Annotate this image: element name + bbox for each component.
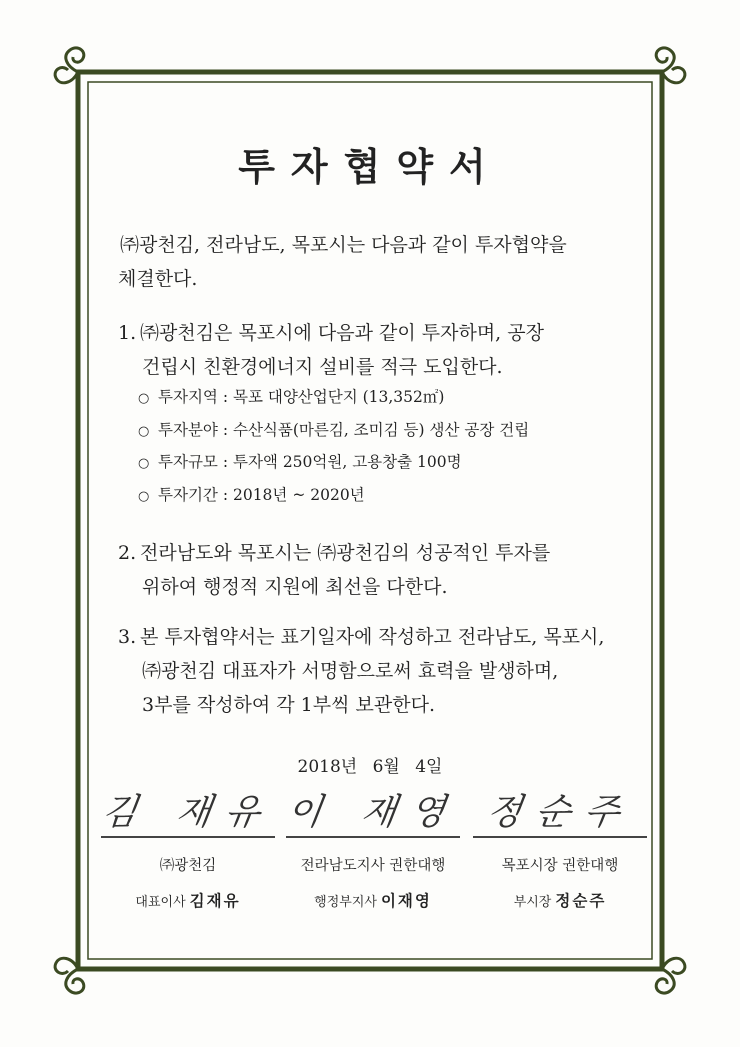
document-title: 투자협약서 xyxy=(238,145,502,189)
signature-underline xyxy=(473,836,647,838)
intro-line-1: ㈜광천김, 전라남도, 목포시는 다음과 같이 투자협약을 xyxy=(120,234,567,256)
signatory-org: ㈜광천김 xyxy=(159,858,217,874)
signatory-title xyxy=(465,889,655,911)
signatory-name: 이재영 xyxy=(380,892,432,910)
signatory-org: 전라남도지사 권한대행 xyxy=(300,858,446,874)
list-item-text: 투자지역 : 목포 대양산업단지 (13,352㎡) xyxy=(158,388,445,406)
list-item-text: 투자분야 : 수산식품(마른김, 조미김 등) 생산 공장 건립 xyxy=(158,420,530,439)
clause-text: 3부를 작성하여 각 1부씩 보관한다. xyxy=(142,694,435,716)
signature-underline xyxy=(101,836,275,838)
signatory-block xyxy=(465,790,655,911)
signatory-role: 행정부지사 xyxy=(314,895,377,910)
signatory-role: 대표이사 xyxy=(135,895,186,910)
clause-text: 전라남도와 목포시는 ㈜광천김의 성공적인 투자를 xyxy=(140,542,551,564)
clause-2 xyxy=(118,536,648,604)
clause-number: 2. xyxy=(118,542,137,564)
signatory-name: 정순주 xyxy=(555,892,607,910)
circle-bullet-icon: ○ xyxy=(138,488,150,504)
intro-line-2: 체결한다. xyxy=(118,268,198,290)
signatory-title xyxy=(278,889,468,911)
handwritten-signature: 정순주 xyxy=(484,792,637,833)
list-item-text: 투자규모 : 투자액 250억원, 고용창출 100명 xyxy=(158,453,462,471)
signatory-name: 김재유 xyxy=(189,892,241,910)
intro-paragraph xyxy=(120,228,640,296)
clause-text: 위하여 행정적 지원에 최선을 다한다. xyxy=(142,576,448,598)
clause-text: 건립시 친환경에너지 설비를 적극 도입한다. xyxy=(142,356,503,378)
list-item xyxy=(138,447,529,480)
handwritten-signature: 김 재유 xyxy=(99,792,277,833)
signature-underline xyxy=(286,836,460,838)
list-item xyxy=(138,382,529,415)
signatory-title xyxy=(93,889,283,911)
clause-text: 본 투자협약서는 표기일자에 작성하고 전라남도, 목포시, xyxy=(140,626,605,648)
signatory-org: 목포시장 권한대행 xyxy=(501,858,619,874)
investment-details-list xyxy=(138,382,529,512)
handwritten-signature: 이 재영 xyxy=(284,792,462,833)
signing-date: 2018년 6월 4일 xyxy=(297,757,443,777)
clause-text: ㈜광천김은 목포시에 다음과 같이 투자하며, 공장 xyxy=(140,322,544,344)
circle-bullet-icon: ○ xyxy=(138,456,150,471)
signatory-role: 부시장 xyxy=(513,895,552,910)
signatory-block xyxy=(93,790,283,911)
clause-1 xyxy=(118,316,648,384)
list-item xyxy=(138,415,529,448)
circle-bullet-icon: ○ xyxy=(138,391,150,406)
signatory-block xyxy=(278,790,468,911)
clause-3 xyxy=(118,620,648,722)
clause-number: 1. xyxy=(118,322,137,344)
clause-text: ㈜광천김 대표자가 서명함으로써 효력을 발생하며, xyxy=(142,660,559,682)
list-item-text: 투자기간 : 2018년 ~ 2020년 xyxy=(158,485,365,504)
list-item xyxy=(138,480,529,513)
clause-number: 3. xyxy=(118,626,137,648)
circle-bullet-icon: ○ xyxy=(138,423,150,439)
